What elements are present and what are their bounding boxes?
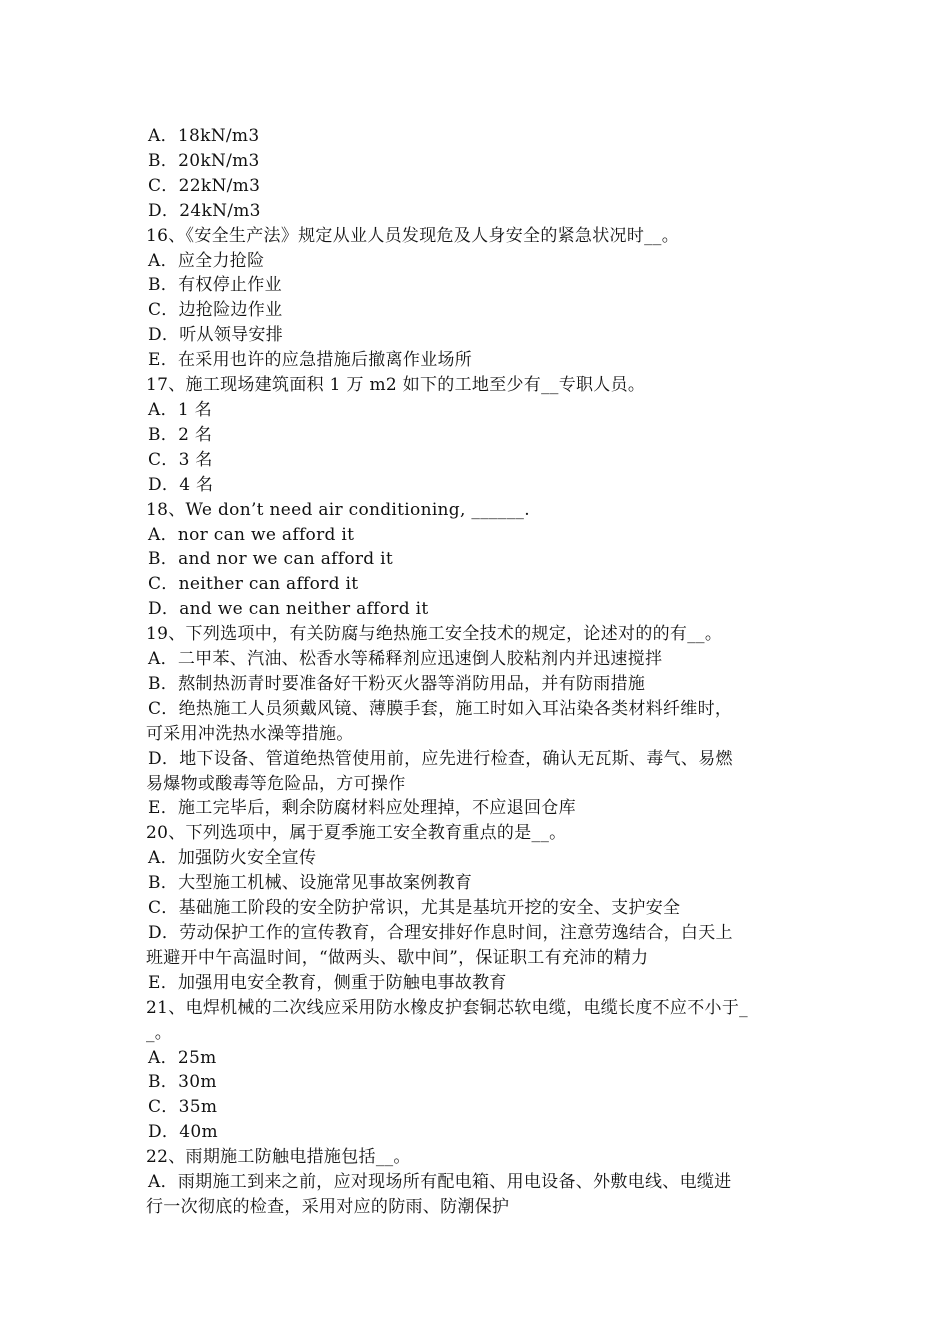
continuation-text: _。 bbox=[146, 1022, 173, 1043]
continuation-text: 班避开中午高温时间，“做两头、歇中间”，保证职工有充沛的精力 bbox=[146, 947, 649, 968]
answer-option: C．基础施工阶段的安全防护常识，尤其是基坑开挖的安全、支护安全 bbox=[148, 898, 681, 919]
answer-option: D．4 名 bbox=[148, 474, 214, 495]
answer-option: B．and nor we can afford it bbox=[148, 549, 394, 570]
answer-option: E．施工完毕后，剩余防腐材料应处理掉，不应退回仓库 bbox=[148, 798, 576, 819]
answer-option: C．绝热施工人员须戴风镜、薄膜手套，施工时如入耳沾染各类材料纤维时， bbox=[148, 698, 733, 719]
answer-option: D．劳动保护工作的宣传教育，合理安排好作息时间，注意劳逸结合，白天上 bbox=[148, 923, 733, 943]
question-text: 19、下列选项中，有关防腐与绝热施工安全技术的规定，论述对的的有__。 bbox=[146, 624, 723, 645]
answer-option: A．二甲苯、汽油、松香水等稀释剂应迅速倒人胶粘剂内并迅速搅拌 bbox=[148, 649, 663, 670]
answer-option: A．加强防火安全宣传 bbox=[148, 848, 317, 869]
answer-option: D．听从领导安排 bbox=[148, 325, 284, 346]
answer-option: C．3 名 bbox=[148, 449, 213, 470]
document-body bbox=[146, 124, 810, 1220]
answer-option: A．1 名 bbox=[148, 399, 212, 420]
answer-option: D．and we can neither afford it bbox=[148, 599, 429, 620]
question-text: 22、雨期施工防触电措施包括__。 bbox=[146, 1147, 411, 1168]
answer-option: A．25m bbox=[148, 1047, 217, 1068]
answer-option: A．雨期施工到来之前，应对现场所有配电箱、用电设备、外敷电线、电缆进 bbox=[148, 1172, 732, 1193]
continuation-text: 易爆物或酸毒等危险品，方可操作 bbox=[146, 773, 406, 794]
question-text: 18、We don’t need air conditioning, ______. bbox=[146, 499, 530, 520]
answer-option: B．20kN/m3 bbox=[148, 150, 260, 171]
answer-option: D．40m bbox=[148, 1122, 218, 1143]
answer-option: C．neither can afford it bbox=[148, 574, 359, 595]
continuation-text: 可采用冲洗热水澡等措施。 bbox=[146, 723, 354, 744]
answer-option: D．地下设备、管道绝热管使用前，应先进行检查，确认无瓦斯、毒气、易燃 bbox=[148, 748, 733, 769]
answer-option: B．有权停止作业 bbox=[148, 275, 282, 296]
answer-option: C．22kN/m3 bbox=[148, 175, 261, 196]
answer-option: E．加强用电安全教育，侧重于防触电事故教育 bbox=[148, 972, 507, 993]
answer-option: A．应全力抢险 bbox=[148, 250, 265, 271]
answer-option: B．2 名 bbox=[148, 424, 213, 445]
continuation-text: 行一次彻底的检查，采用对应的防雨、防潮保护 bbox=[146, 1196, 510, 1217]
answer-option: B．30m bbox=[148, 1072, 217, 1093]
answer-option: C．35m bbox=[148, 1097, 218, 1118]
question-text: 17、施工现场建筑面积 1 万 m2 如下的工地至少有__专职人员。 bbox=[146, 375, 646, 396]
question-text: 20、下列选项中，属于夏季施工安全教育重点的是__。 bbox=[146, 823, 567, 844]
question-text: 21、电焊机械的二次线应采用防水橡皮护套铜芯软电缆，电缆长度不应不小于_ bbox=[146, 997, 748, 1018]
answer-option: C．边抢险边作业 bbox=[148, 300, 283, 321]
answer-option: D．24kN/m3 bbox=[148, 200, 261, 221]
question-text: 16、《安全生产法》规定从业人员发现危及人身安全的紧急状况时__。 bbox=[146, 225, 680, 246]
answer-option: A．nor can we afford it bbox=[148, 524, 355, 545]
answer-option: B．大型施工机械、设施常见事故案例教育 bbox=[148, 873, 473, 894]
answer-option: B．熬制热沥青时要准备好干粉灭火器等消防用品，并有防雨措施 bbox=[148, 673, 646, 694]
answer-option: E．在采用也许的应急措施后撤离作业场所 bbox=[148, 350, 473, 371]
answer-option: A．18kN/m3 bbox=[148, 126, 260, 146]
